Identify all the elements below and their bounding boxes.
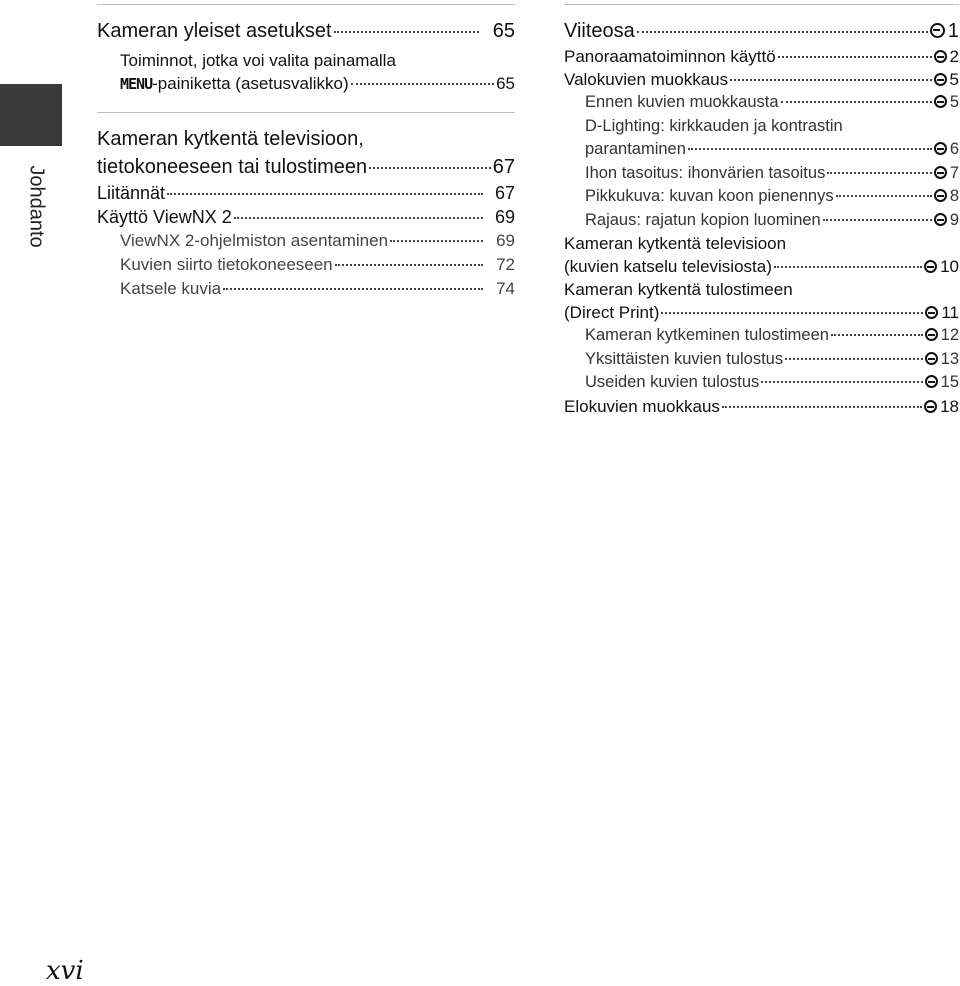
reference-section-icon [924,400,937,413]
toc-entry[interactable]: Rajaus: rajatun kopion luominen 9 [585,210,959,229]
reference-section-icon [925,375,938,388]
reference-section-icon [934,95,947,108]
menu-button-glyph: MENU [120,75,153,93]
toc-entry[interactable]: Kuvien siirto tietokoneeseen 72 [120,255,515,274]
section-divider [97,112,515,113]
section-divider [97,4,515,5]
toc-entry[interactable]: Ennen kuvien muokkausta 5 [585,93,959,111]
toc-entry[interactable]: Viiteosa 1 [564,20,959,42]
reference-section-icon [934,213,947,226]
toc-entry[interactable]: Kameran kytkentä televisioon (kuvien katselu televisiosta) 10 [564,234,959,276]
reference-section-icon [924,260,937,273]
toc-entry[interactable]: Kameran kytkentä televisioon, tietokoneeseen tai tulostimeen 67 [97,128,515,178]
reference-section-icon [925,306,938,319]
toc-entry[interactable]: Pikkukuva: kuvan koon pienennys 8 [585,187,959,205]
toc-entry[interactable]: ViewNX 2-ohjelmiston asentaminen 69 [120,231,515,250]
toc-right-column [564,4,959,418]
reference-section-icon [934,166,947,179]
toc-entry[interactable]: Kameran kytkentä tulostimeen (Direct Print) 11 [564,280,959,322]
toc-entry[interactable]: Toiminnot, jotka voi valita painamalla MENU-painiketta (asetusvalikko) 65 [120,51,515,93]
toc-entry[interactable]: Yksittäisten kuvien tulostus 13 [585,349,959,368]
toc-entry[interactable]: Kameran yleiset asetukset 65 [97,20,515,42]
reference-section-icon [934,50,947,63]
toc-entry[interactable]: Liitännät 67 [97,183,515,203]
toc-entry[interactable]: Käyttö ViewNX 2 69 [97,207,515,227]
page-number: xvi [46,956,84,986]
reference-section-icon [934,73,947,86]
toc-entry[interactable]: Elokuvien muokkaus 18 [564,396,959,416]
chapter-tab-label: Johdanto [25,164,48,248]
toc-entry[interactable]: Valokuvien muokkaus 5 [564,70,959,89]
section-divider [564,4,959,5]
toc-entry[interactable]: Kameran kytkeminen tulostimeen 12 [585,326,959,344]
reference-section-icon [925,352,938,365]
toc-entry[interactable]: Katsele kuvia 74 [120,279,515,298]
toc-left-column [97,4,515,301]
reference-section-icon [934,142,947,155]
toc-entry[interactable]: Panoraamatoiminnon käyttö 2 [564,47,959,66]
reference-section-icon [930,23,945,38]
reference-section-icon [934,189,947,202]
toc-entry[interactable]: Ihon tasoitus: ihonvärien tasoitus 7 [585,163,959,182]
reference-section-icon [925,328,938,341]
toc-entry-list [564,45,959,418]
toc-entry[interactable]: Useiden kuvien tulostus 15 [585,373,959,391]
chapter-tab-marker [0,84,62,146]
toc-entry[interactable]: D-Lighting: kirkkauden ja kontrastin parantaminen 6 [585,116,959,158]
